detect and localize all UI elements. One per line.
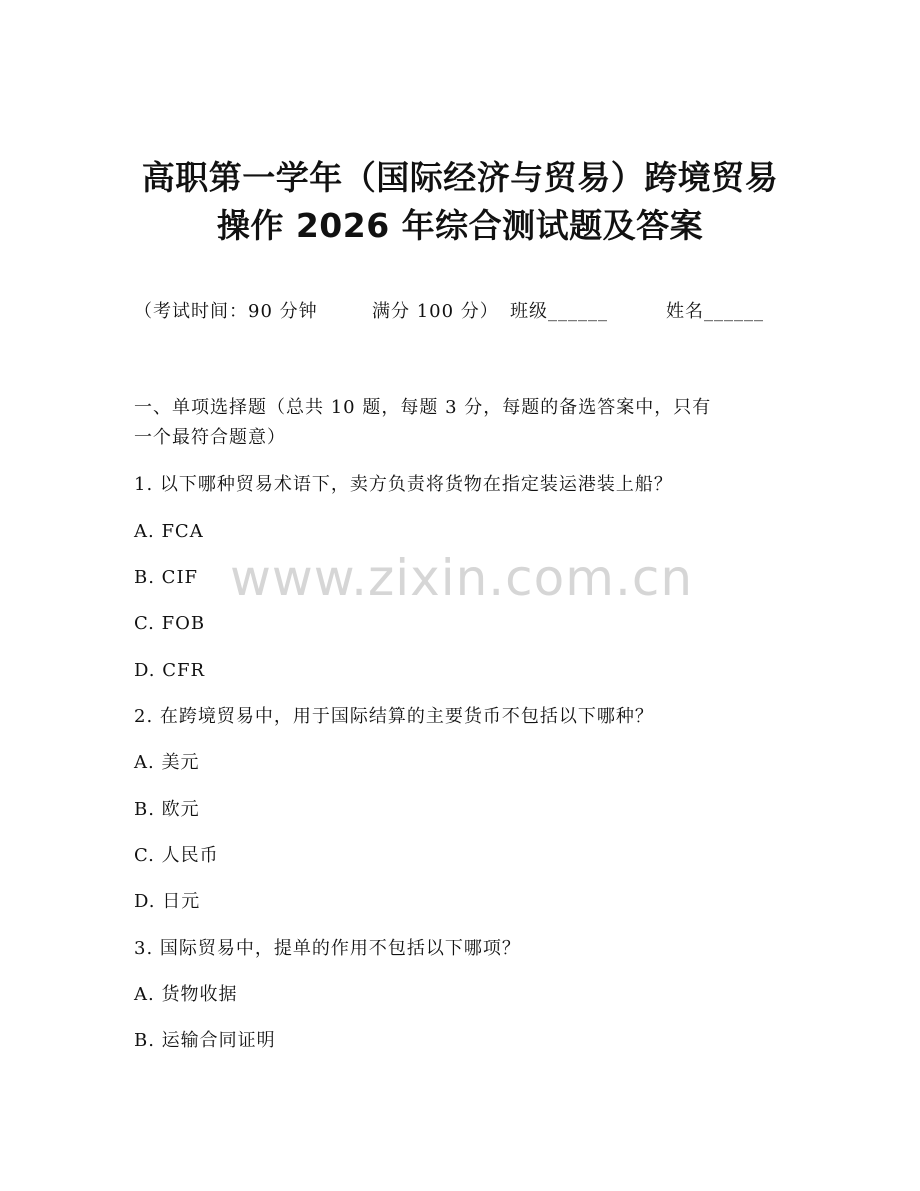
question-1-option-a: A. FCA <box>134 521 204 542</box>
question-1-option-d: D. CFR <box>134 660 206 681</box>
question-1-option-b: B. CIF <box>134 567 199 588</box>
question-2-stem: 2. 在跨境贸易中，用于国际结算的主要货币不包括以下哪种？ <box>134 706 654 727</box>
watermark: www.zixin.com.cn <box>230 549 694 607</box>
question-2-option-a: A. 美元 <box>134 752 200 773</box>
exam-info <box>134 300 794 324</box>
document-title-line-1: 高职第一学年（国际经济与贸易）跨境贸易 <box>141 158 779 197</box>
question-2-option-c: C. 人民币 <box>134 845 219 866</box>
question-1-stem: 1. 以下哪种贸易术语下，卖方负责将货物在指定装运港装上船？ <box>134 474 673 495</box>
question-1-option-c: C. FOB <box>134 613 206 634</box>
exam-full-score: 满分 100 分） <box>372 301 499 322</box>
exam-time: （考试时间：90 分钟 <box>134 301 318 322</box>
section-heading-line-2: 一个最符合题意） <box>134 427 286 448</box>
class-field: 班级______ <box>510 301 608 322</box>
question-3-option-a: A. 货物收据 <box>134 984 238 1005</box>
document-title-line-2: 操作 2026 年综合测试题及答案 <box>216 206 704 245</box>
name-field: 姓名______ <box>666 301 764 322</box>
question-2-option-b: B. 欧元 <box>134 799 200 820</box>
question-3-stem: 3. 国际贸易中，提单的作用不包括以下哪项？ <box>134 938 521 959</box>
section-heading-line-1: 一、单项选择题（总共 10 题，每题 3 分，每题的备选答案中，只有 <box>134 397 712 418</box>
question-2-option-d: D. 日元 <box>134 891 201 912</box>
question-3-option-b: B. 运输合同证明 <box>134 1030 276 1051</box>
